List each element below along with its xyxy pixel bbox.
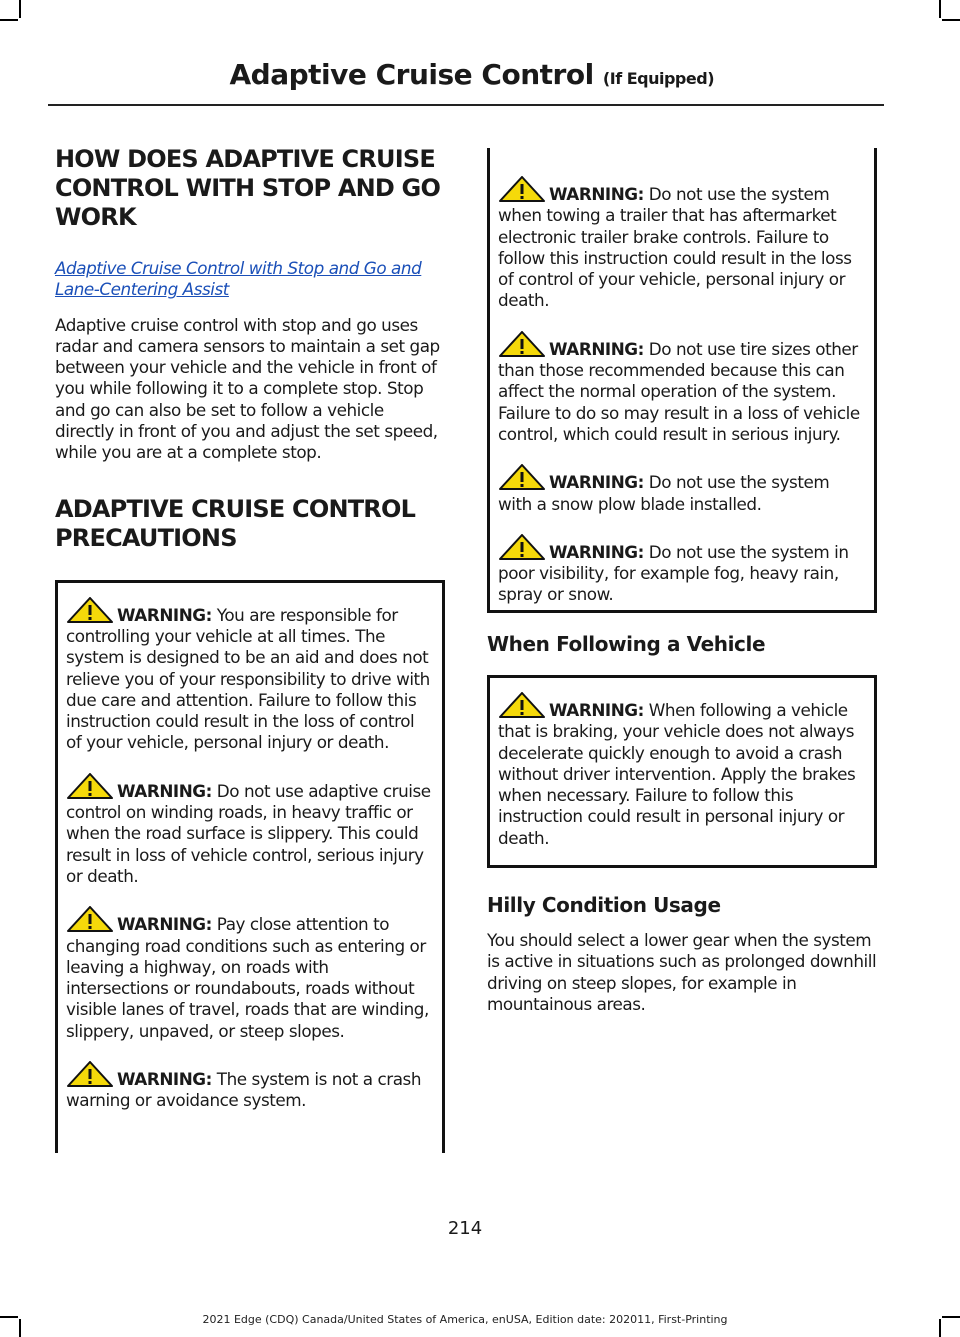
- warning-item: [66, 597, 434, 754]
- cross-reference-paragraph: [55, 258, 445, 301]
- page-number: 214: [447, 1218, 483, 1239]
- warning-label: WARNING:: [549, 184, 644, 204]
- warning-box-following: [487, 675, 877, 868]
- crop-mark: [942, 1316, 960, 1318]
- warning-triangle-icon: [66, 773, 114, 799]
- warning-triangle-icon: [66, 597, 114, 623]
- warning-item: [498, 331, 866, 445]
- warning-box-continued: [487, 148, 877, 613]
- warning-box-precautions: [55, 580, 445, 1153]
- warning-item: [66, 773, 434, 887]
- description-paragraph: Adaptive cruise control with stop and go uses radar and camera sensors to maintain a set gap between your vehicle and the vehicle in front of you while following it to a complete stop. Stop and go can also be set to follow a vehicle directly in front of you and adjust the set speed, while you are at a complete stop.: [55, 314, 440, 463]
- crop-mark: [942, 19, 960, 21]
- warning-text: Do not use the system with a snow plow blade installed.: [498, 472, 830, 514]
- section-title-how-it-works: HOW DOES ADAPTIVE CRUISE CONTROL WITH STOP AND GO WORK: [55, 145, 441, 231]
- warning-label: WARNING:: [549, 338, 644, 359]
- warning-text: You are responsible for controlling your vehicle at all times. The system is designed to be an aid and does not relieve you of your responsibility to drive with due care and attention. Failure to follow this instruction could result in the loss of control of your vehicle, personal injury or death.: [66, 604, 430, 753]
- warning-item: [66, 906, 434, 1042]
- warning-triangle-icon: [498, 331, 546, 357]
- warning-text: Do not use adaptive cruise control on winding roads, in heavy traffic or when the road surface is slippery. This could result in loss of vehicle control, serious injury or death.: [66, 780, 431, 886]
- warning-triangle-icon: [498, 176, 546, 202]
- cross-reference-link[interactable]: Adaptive Cruise Control with Stop and Go and Lane-Centering Assist: [55, 258, 422, 300]
- warning-label: WARNING:: [117, 604, 212, 625]
- crop-mark: [19, 0, 21, 18]
- warning-triangle-icon: [66, 906, 114, 932]
- warning-label: WARNING:: [117, 914, 212, 935]
- header-title-main: Adaptive Cruise Control: [229, 58, 594, 91]
- warning-item: [498, 464, 866, 515]
- warning-label: WARNING:: [549, 700, 644, 720]
- warning-text: Do not use the system in poor visibility, for example fog, heavy rain, spray or snow.: [498, 541, 849, 605]
- warning-text: Do not use the system when towing a trailer that has aftermarket electronic trailer brake controls. Failure to follow this instruction could result in the loss of control of your vehicle, personal injury or death.: [498, 184, 852, 311]
- hilly-paragraph: You should select a lower gear when the system is active in situations such as prolonged downhill driving on steep slopes, for example in mountainous areas.: [487, 930, 877, 1014]
- warning-item: [498, 176, 866, 312]
- warning-triangle-icon: [498, 534, 546, 560]
- warning-item: [498, 534, 866, 606]
- warning-triangle-icon: [66, 1061, 114, 1087]
- page-header-title: [230, 58, 715, 96]
- crop-mark: [939, 1319, 941, 1337]
- header-divider: [48, 104, 884, 106]
- subsection-title-hilly: Hilly Condition Usage: [487, 893, 721, 918]
- warning-item: [66, 1061, 434, 1112]
- warning-text: Do not use tire sizes other than those recommended because this can affect the normal operation of the system. Failure to do so may result in a loss of vehicle control, which could result in serious injury.: [498, 338, 860, 444]
- footer-edition-info: 2021 Edge (CDQ) Canada/United States of America, enUSA, Edition date: 202011, First-Printing: [202, 1313, 728, 1326]
- warning-text: When following a vehicle that is braking, your vehicle does not always decelerate quickly enough to avoid a crash without driver intervention. Apply the brakes when necessary. Failure to follow this instruction could result in personal injury or death.: [498, 700, 856, 848]
- left-column: [55, 145, 445, 1153]
- header-title-suffix: (If Equipped): [602, 69, 714, 88]
- warning-text: The system is not a crash warning or avoidance system.: [66, 1069, 422, 1111]
- warning-text: Pay close attention to changing road conditions such as entering or leaving a highway, on roads with intersections or roundabouts, roads without visible lanes of travel, roads that are winding, slippery, unpaved, or steep slopes.: [66, 914, 429, 1041]
- crop-mark: [939, 0, 941, 18]
- subsection-title-following: When Following a Vehicle: [487, 632, 766, 656]
- warning-item: [498, 692, 866, 849]
- warning-triangle-icon: [498, 464, 546, 490]
- warning-label: WARNING:: [549, 472, 644, 493]
- right-column: [487, 148, 877, 1015]
- warning-label: WARNING:: [117, 1069, 212, 1090]
- crop-mark: [0, 19, 18, 21]
- warning-label: WARNING:: [549, 541, 644, 562]
- warning-triangle-icon: [498, 692, 546, 718]
- section-title-precautions: ADAPTIVE CRUISE CONTROL PRECAUTIONS: [55, 494, 416, 552]
- warning-label: WARNING:: [117, 780, 212, 801]
